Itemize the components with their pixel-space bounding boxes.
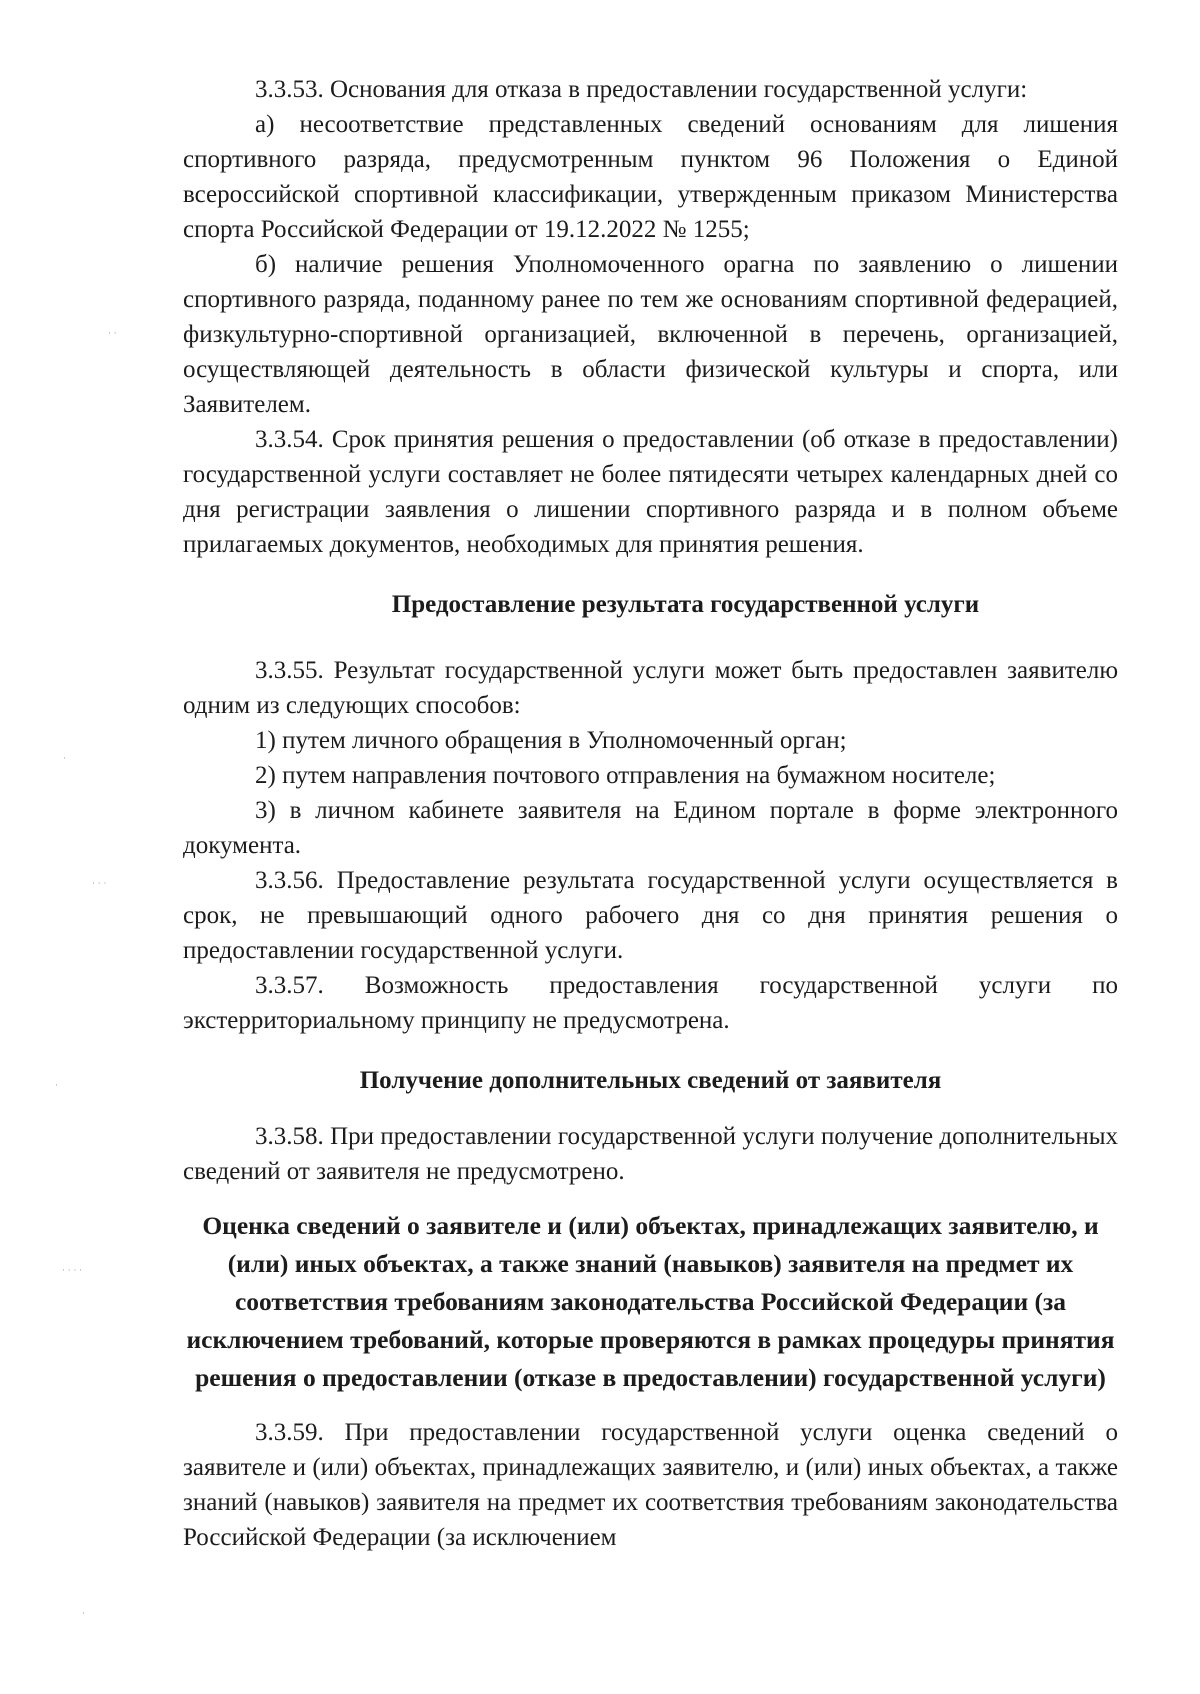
- list-item-b: б) наличие решения Уполномоченного орагна по заявлению о лишении спортивного разряда, поданному ранее по тем же основаниям спортивной федерацией, физкультурно-спортивной организацией, включенной в перечень, организацией, осуществляющей деятельность в области физической культуры и спорта, или Заявителем.: [183, 251, 1118, 418]
- scan-speck: ·: [55, 1081, 58, 1091]
- list-item-3: 3) в личном кабинете заявителя на Едином портале в форме электронного документа.: [183, 797, 1118, 859]
- section-heading-result: Предоставление результата государственной услуги: [391, 591, 980, 618]
- document-body: [183, 72, 1118, 1555]
- list-item-a: а) несоответствие представленных сведений основаниям для лишения спортивного разряда, предусмотренным пунктом 96 Положения о Единой всероссийской спортивной классификации, утвержденным приказом Министерства спорта Российской Федерации от 19.12.2022 № 1255;: [183, 111, 1118, 243]
- paragraph-3-3-58: 3.3.58. При предоставлении государственной услуги получение дополнительных сведений от заявителя не предусмотрено.: [183, 1123, 1118, 1185]
- paragraph-3-3-59: 3.3.59. При предоставлении государственной услуги оценка сведений о заявителе и (или) объектах, принадлежащих заявителю, и (или) иных объектах, а также знаний (навыков) заявителя на предмет их соответствия требованиям законодательства Российской Федерации (за исключением: [183, 1419, 1118, 1551]
- list-item-2: 2) путем направления почтового отправления на бумажном носителе;: [255, 762, 996, 789]
- scan-speck: · · ·: [92, 879, 107, 889]
- section-heading-additional-info: Получение дополнительных сведений от заявителя: [359, 1067, 942, 1094]
- scan-speck: ·: [82, 1609, 85, 1619]
- section-heading-assessment: Оценка сведений о заявителе и (или) объектах, принадлежащих заявителю, и (или) иных объектах, а также знаний (навыков) заявителя на предмет их соответствия требованиям законодательства Российской Федерации (за исключением требований, которые проверяются в рамках процедуры принятия решения о предоставлении (отказе в предоставлении) государственной услуги): [186, 1211, 1115, 1392]
- paragraph-3-3-55: 3.3.55. Результат государственной услуги может быть предоставлен заявителю одним из следующих способов:: [183, 657, 1118, 719]
- paragraph-3-3-56: 3.3.56. Предоставление результата государственной услуги осуществляется в срок, не превышающий одного рабочего дня со дня принятия решения о предоставлении государственной услуги.: [183, 867, 1118, 964]
- paragraph-3-3-54: 3.3.54. Срок принятия решения о предоставлении (об отказе в предоставлении) государственной услуги составляет не более пятидесяти четырех календарных дней со дня регистрации заявления о лишении спортивного разряда и в полном объеме прилагаемых документов, необходимых для принятия решения.: [183, 426, 1118, 558]
- list-item-1: 1) путем личного обращения в Уполномоченный орган;: [255, 727, 847, 754]
- paragraph-3-3-57: 3.3.57. Возможность предоставления государственной услуги по экстерриториальному принципу не предусмотрена.: [183, 972, 1118, 1034]
- scan-speck: · · · ·: [62, 1266, 83, 1276]
- scan-speck: · ·: [108, 329, 117, 339]
- scan-speck: ·: [63, 754, 66, 764]
- paragraph-3-3-53: 3.3.53. Основания для отказа в предоставлении государственной услуги:: [255, 76, 1028, 103]
